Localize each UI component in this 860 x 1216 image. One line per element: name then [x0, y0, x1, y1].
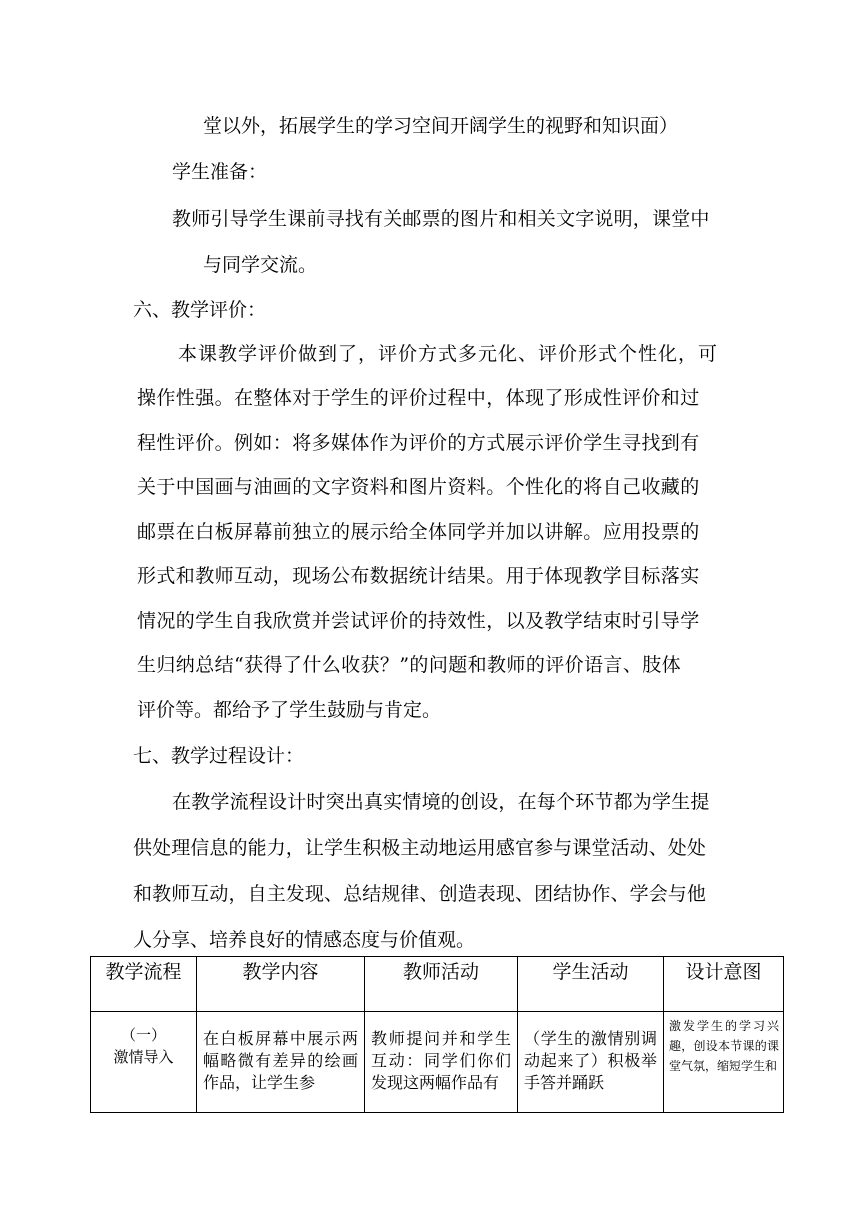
paragraph-line: 情况的学生自我欣赏并尝试评价的持效性，以及教学结束时引导学 [137, 610, 700, 632]
flow-number: （一） [120, 1026, 166, 1044]
paragraph-line: 生归纳总结“获得了什么收获？”的问题和教师的评价语言、肢体 [137, 654, 682, 676]
paragraph-line: 关于中国画与油画的文字资料和图片资料。个性化的将自己收藏的 [137, 476, 700, 498]
paragraph-line: 人分享、培养良好的情感态度与价值观。 [133, 929, 476, 951]
cell-student-activity [518, 1012, 664, 1113]
paragraph-line: 在教学流程设计时突出真实情境的创设，在每个环节都为学生提 [172, 791, 710, 813]
section-heading-process: 七、教学过程设计： [133, 745, 305, 767]
content-text: 在白板屏幕中展示两幅略微有差异的绘画作品，让学生参 [203, 1029, 358, 1092]
paragraph-line: 教师引导学生课前寻找有关邮票的图片和相关文字说明，课堂中 [172, 208, 710, 230]
paragraph-line: 邮票在白板屏幕前独立的展示给全体同学并加以讲解。应用投票的 [137, 521, 700, 543]
header-student-activity: 学生活动 [518, 957, 664, 1012]
teacher-text: 教师提问并和学生互动：同学们你们发现这两幅作品有 [371, 1029, 511, 1092]
paragraph-line: 操作性强。在整体对于学生的评价过程中，体现了形成性评价和过 [137, 387, 700, 409]
cell-design-intent [664, 1012, 784, 1113]
paragraph-line: 堂以外，拓展学生的学习空间开阔学生的视野和知识面） [203, 115, 679, 137]
paragraph-line: 程性评价。例如：将多媒体作为评价的方式展示评价学生寻找到有 [137, 432, 700, 454]
header-teacher-activity: 教师活动 [365, 957, 518, 1012]
paragraph-line: 评价等。都给予了学生鼓励与肯定。 [137, 699, 442, 721]
teaching-process-table [90, 956, 784, 1113]
cell-teacher-activity [365, 1012, 518, 1113]
paragraph-line: 学生准备： [172, 161, 268, 183]
table-row [91, 1012, 784, 1113]
header-teaching-flow: 教学流程 [91, 957, 197, 1012]
header-teaching-content: 教学内容 [197, 957, 365, 1012]
paragraph-line: 供处理信息的能力，让学生积极主动地运用感官参与课堂活动、处处 [133, 837, 707, 859]
header-design-intent: 设计意图 [664, 957, 784, 1012]
paragraph-line: 与同学交流。 [203, 254, 318, 276]
flow-name: 激情导入 [113, 1048, 174, 1066]
section-heading-evaluation: 六、教学评价： [133, 299, 267, 321]
cell-teaching-content [197, 1012, 365, 1113]
paragraph-line: 本课教学评价做到了，评价方式多元化、评价形式个性化，可 [178, 343, 719, 365]
student-text: （学生的激情别调动起来了）积极举手答并踊跃 [524, 1029, 657, 1092]
paragraph-line: 形式和教师互动，现场公布数据统计结果。用于体现教学目标落实 [137, 565, 700, 587]
intent-text: 激发学生的学习兴趣，创设本节课的课堂气氛，缩短学生和 [669, 1019, 779, 1073]
paragraph-line: 和教师互动，自主发现、总结规律、创造表现、团结协作、学会与他 [133, 883, 707, 905]
cell-teaching-flow [91, 1012, 197, 1113]
table-header-row [91, 957, 784, 1012]
